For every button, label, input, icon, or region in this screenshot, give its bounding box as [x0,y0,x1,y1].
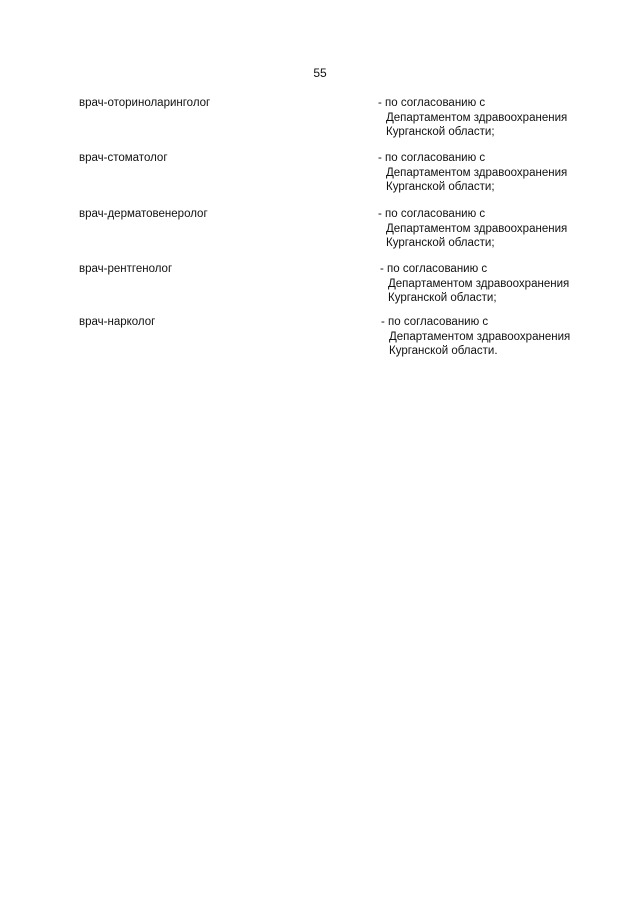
approval-line: Курганской области; [386,181,495,193]
approval-line: - по согласованию с [378,152,486,164]
approval-line: - по согласованию с [378,97,486,109]
approval-line: Курганской области; [386,237,495,249]
approval-line: - по согласованию с [380,263,488,275]
list-item [0,96,640,146]
list-item [0,207,640,257]
approval-line: Курганской области. [389,345,498,357]
approval-note [378,96,567,140]
specialist-title: врач-нарколог [79,316,156,328]
list-item [0,262,640,312]
approval-line: Департаментом здравоохранения [389,330,571,343]
approval-line: Курганской области; [388,292,497,304]
approval-line: Департаментом здравоохранения [386,222,568,235]
page-number: 55 [313,66,327,80]
approval-line: Курганской области; [386,126,495,138]
specialist-title: врач-оториноларинголог [79,97,211,109]
approval-line: Департаментом здравоохранения [386,111,568,124]
approval-note [378,151,567,195]
list-item [0,315,640,365]
specialist-title: врач-дерматовенеролог [79,208,208,220]
specialist-title: врач-рентгенолог [79,263,173,275]
approval-line: Департаментом здравоохранения [388,277,570,290]
specialist-title: врач-стоматолог [79,152,168,164]
approval-line: - по согласованию с [378,208,486,220]
approval-note [380,262,569,306]
approval-note [378,207,567,251]
approval-line: Департаментом здравоохранения [386,166,568,179]
list-item [0,151,640,201]
approval-line: - по согласованию с [381,316,489,328]
approval-note [381,315,570,359]
